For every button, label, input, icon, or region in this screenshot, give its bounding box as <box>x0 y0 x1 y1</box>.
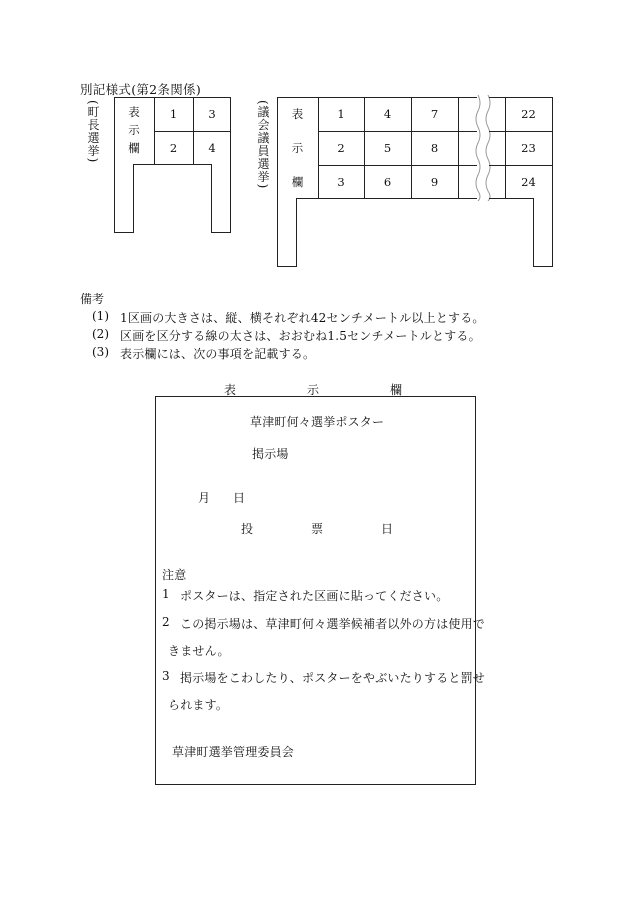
section-number: 9 <box>430 175 439 189</box>
council-election-label: (議会議員選挙) <box>256 100 270 190</box>
caution-title: 注意 <box>162 568 187 582</box>
section-number: 24 <box>521 175 536 189</box>
remark-text: 1区画の大きさは、縦、横それぞれ42センチメートル以上とする。 <box>120 311 485 325</box>
caution-text: 掲示場をこわしたり、ポスターをやぶいたりすると罰せ <box>180 671 486 685</box>
section-number: 1 <box>337 107 345 121</box>
section-number: 22 <box>521 107 536 121</box>
board-title-char: 欄 <box>390 383 403 397</box>
display-char: 表 <box>291 107 304 121</box>
section-number: 4 <box>383 107 392 121</box>
board-title-char: 示 <box>307 383 320 397</box>
board-footer: 草津町選挙管理委員会 <box>172 745 295 759</box>
caution-text: ポスターは、指定された区画に貼ってください。 <box>180 589 449 603</box>
board-leg <box>114 164 134 233</box>
remark-number: (1) <box>92 309 109 323</box>
section-number: 7 <box>430 107 439 121</box>
board-title-char: 表 <box>224 383 237 397</box>
section-number: 3 <box>208 107 216 121</box>
caution-number: 3 <box>162 669 170 683</box>
section-number: 23 <box>521 141 536 155</box>
board-leg <box>277 198 297 267</box>
section-number: 3 <box>337 175 345 189</box>
display-char: 示 <box>128 123 140 137</box>
board-line1: 草津町何々選挙ポスター <box>250 415 385 429</box>
section-number: 5 <box>383 141 392 155</box>
board-month: 月 <box>198 491 211 505</box>
display-char: 示 <box>291 141 304 155</box>
vote-char: 投 <box>241 522 254 536</box>
mayor-election-label: (町長選挙) <box>86 100 100 164</box>
caution-number: 2 <box>162 615 170 629</box>
form-heading: 別記様式(第2条関係) <box>80 82 202 97</box>
board-leg <box>533 198 553 267</box>
remark-text: 区画を区分する線の太さは、おおむね1.5センチメートルとする。 <box>120 329 481 343</box>
caution-text: きません。 <box>168 644 230 658</box>
section-number: 4 <box>208 141 216 155</box>
remark-number: (3) <box>92 345 109 359</box>
section-number: 1 <box>169 107 178 121</box>
section-number: 6 <box>383 175 392 189</box>
remark-text: 表示欄には、次の事項を記載する。 <box>120 347 316 361</box>
section-number: 2 <box>337 141 345 155</box>
section-number: 2 <box>169 141 178 155</box>
caution-text: この掲示場は、草津町何々選挙候補者以外の方は使用で <box>180 617 486 631</box>
display-board <box>155 396 486 785</box>
vote-char: 日 <box>381 522 394 536</box>
display-char: 表 <box>128 105 140 119</box>
remark-number: (2) <box>92 327 109 341</box>
break-mark <box>474 95 494 201</box>
grid-line <box>552 97 553 199</box>
board-line2: 掲示場 <box>252 447 289 461</box>
caution-text: られます。 <box>168 698 229 712</box>
section-number: 8 <box>430 141 439 155</box>
display-char: 欄 <box>128 141 140 155</box>
display-char: 欄 <box>291 175 304 189</box>
board-leg <box>211 164 231 233</box>
grid-line <box>458 97 459 199</box>
remarks-title: 備考 <box>80 292 105 306</box>
caution-number: 1 <box>162 587 170 601</box>
board-day: 日 <box>233 491 246 505</box>
vote-char: 票 <box>311 522 324 536</box>
